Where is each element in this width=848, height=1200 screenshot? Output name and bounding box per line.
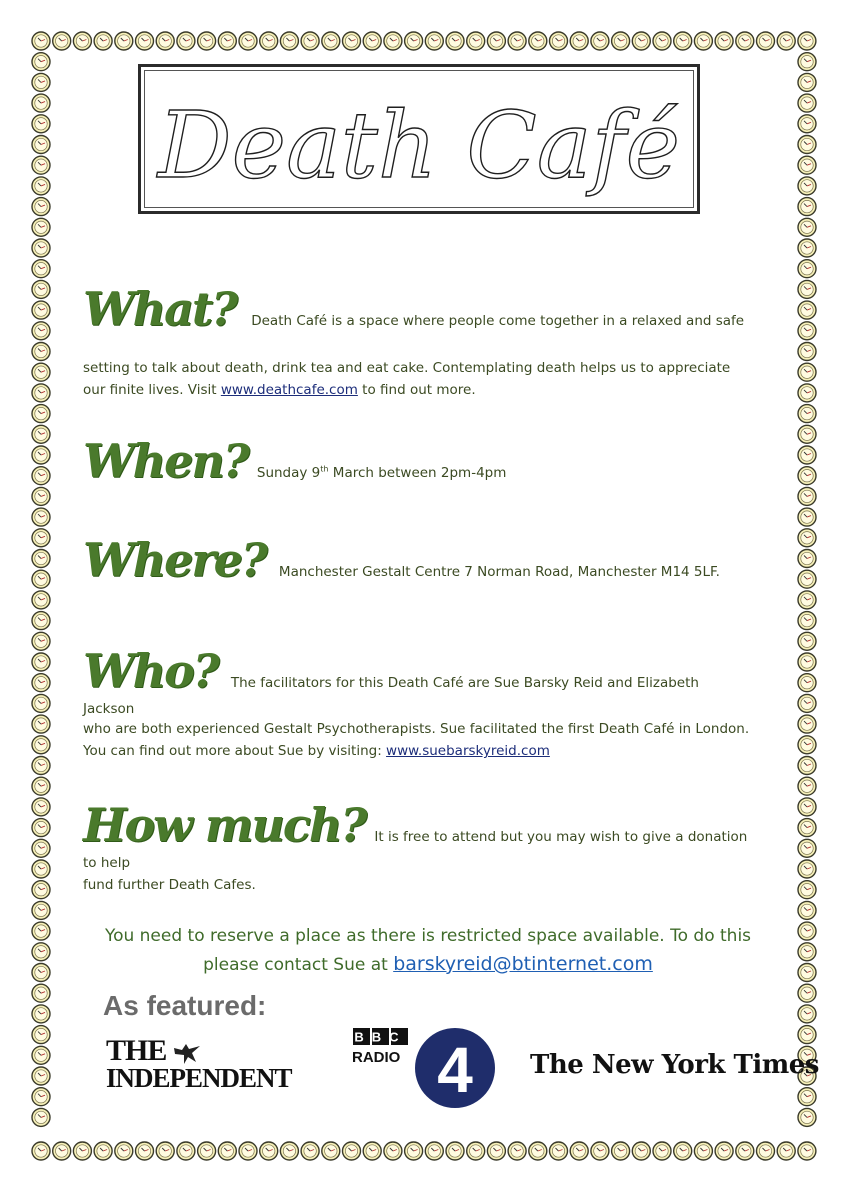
clock-icon [467,1142,485,1160]
clock-icon [694,1142,712,1160]
clock-icon [198,1142,216,1160]
clock-icon [32,881,50,899]
eagle-icon [172,1040,202,1066]
clock-icon [156,1142,174,1160]
clock-icon [798,777,816,795]
clock-icon [715,1142,733,1160]
clock-icon [798,1026,816,1044]
clock-icon [32,1005,50,1023]
section-when [83,434,753,488]
clock-icon [798,363,816,381]
clock-icon [798,736,816,754]
svg-text:BBC: BBC [354,1029,407,1045]
what-body: setting to talk about death, drink tea and eat cake. Contemplating death helps us to appreciate our finite lives. Visit www.deathcafe.com to find out more. [83,360,731,398]
clock-icon [32,632,50,650]
when-text: Sunday 9th March between 2pm-4pm [256,464,507,481]
clock-icon [32,694,50,712]
clock-icon [32,901,50,919]
clock-icon [32,757,50,775]
clock-icon [32,425,50,443]
clock-icon [570,1142,588,1160]
section-who [83,644,753,717]
clock-icon [32,1026,50,1044]
clock-icon [32,405,50,423]
section-how-much [83,798,753,871]
clock-icon [32,1108,50,1126]
how-much-heading: How much? [83,798,366,852]
clock-icon [32,218,50,236]
svg-text:RADIO: RADIO [352,1049,401,1066]
clock-icon [363,1142,381,1160]
clock-icon [798,922,816,940]
clock-icon [32,777,50,795]
clock-icon [32,1088,50,1106]
new-york-times-logo: The New York Times [530,1050,819,1080]
clock-icon [343,32,361,50]
clock-icon [425,1142,443,1160]
clock-border-bottom [30,1140,818,1162]
clock-icon [798,425,816,443]
clock-icon [798,757,816,775]
clock-icon [136,1142,154,1160]
clock-icon [798,881,816,899]
clock-icon [798,508,816,526]
reserve-notice [83,922,773,979]
clock-icon [798,198,816,216]
clock-icon [632,1142,650,1160]
clock-icon [32,1067,50,1085]
clock-icon [53,32,71,50]
clock-icon [798,156,816,174]
clock-icon [798,964,816,982]
clock-icon [529,1142,547,1160]
clock-icon [798,218,816,236]
clock-icon [798,384,816,402]
clock-icon [798,177,816,195]
clock-icon [632,32,650,50]
clock-icon [715,32,733,50]
clock-icon [280,32,298,50]
clock-icon [674,1142,692,1160]
who-lead: The facilitators for this Death Café are Sue Barsky Reid and Elizabeth Jackson [83,675,699,717]
clock-icon [32,736,50,754]
how-much-body: fund further Death Cafes. [83,877,256,893]
clock-icon [653,1142,671,1160]
clock-icon [32,612,50,630]
clock-icon [32,363,50,381]
where-text: Manchester Gestalt Centre 7 Norman Road, Manchester M14 5LF. [278,564,720,580]
where-heading: Where? [83,533,266,587]
bbc-blocks [353,1028,408,1045]
clock-icon [674,32,692,50]
clock-icon [798,570,816,588]
clock-icon [260,32,278,50]
clock-icon [239,32,257,50]
clock-icon [322,32,340,50]
clock-icon [177,1142,195,1160]
clock-icon [32,73,50,91]
section-what [83,282,753,336]
clock-icon [798,1088,816,1106]
clock-icon [156,32,174,50]
clock-icon [32,674,50,692]
clock-icon [301,32,319,50]
bbc-radio-4-logo [352,1028,502,1112]
clock-icon [32,239,50,257]
clock-icon [798,632,816,650]
clock-icon [32,260,50,278]
suebarskyreid-link[interactable]: www.suebarskyreid.com [386,743,550,759]
clock-icon [798,73,816,91]
clock-icon [260,1142,278,1160]
clock-icon [736,1142,754,1160]
who-heading: Who? [83,644,218,698]
clock-icon [32,384,50,402]
clock-icon [115,1142,133,1160]
clock-icon [322,1142,340,1160]
clock-icon [32,529,50,547]
clock-icon [32,860,50,878]
svg-text:4: 4 [437,1034,473,1106]
clock-icon [32,984,50,1002]
independent-logo: THE INDEPENDENT [106,1034,292,1093]
clock-icon [612,32,630,50]
clock-icon [177,32,195,50]
clock-icon [798,839,816,857]
clock-icon [115,32,133,50]
clock-icon [798,550,816,568]
clock-icon [798,612,816,630]
clock-icon [798,529,816,547]
clock-icon [218,32,236,50]
clock-icon [198,32,216,50]
clock-icon [94,1142,112,1160]
clock-icon [798,653,816,671]
clock-icon [798,943,816,961]
clock-icon [591,1142,609,1160]
clock-icon [384,32,402,50]
clock-icon [550,32,568,50]
clock-icon [798,94,816,112]
clock-icon [280,1142,298,1160]
clock-icon [32,156,50,174]
clock-icon [32,467,50,485]
clock-icon [446,32,464,50]
clock-icon [32,322,50,340]
clock-icon [32,280,50,298]
clock-icon [529,32,547,50]
death-cafe-logo [138,64,700,214]
clock-icon [32,446,50,464]
clock-icon [32,487,50,505]
clock-icon [136,32,154,50]
clock-icon [32,1046,50,1064]
clock-icon [239,1142,257,1160]
clock-icon [798,1005,816,1023]
clock-icon [446,1142,464,1160]
clock-icon [798,115,816,133]
clock-icon [363,32,381,50]
clock-icon [798,53,816,71]
clock-icon [487,32,505,50]
clock-icon [32,943,50,961]
clock-icon [384,1142,402,1160]
clock-icon [798,467,816,485]
clock-icon [32,198,50,216]
clock-border-right [796,30,818,1162]
clock-icon [32,922,50,940]
clock-icon [32,301,50,319]
clock-border-top [30,30,818,52]
clock-icon [32,715,50,733]
clock-icon [32,570,50,588]
clock-icon [32,819,50,837]
clock-icon [405,1142,423,1160]
clock-icon [777,1142,795,1160]
clock-icon [343,1142,361,1160]
reserve-line-2: please contact Sue at barskyreid@btinternet.com [203,953,653,975]
clock-icon [32,136,50,154]
svg-text:Death Café: Death Café [157,92,681,199]
email-link[interactable]: barskyreid@btinternet.com [393,953,653,975]
clock-icon [32,115,50,133]
clock-icon [32,508,50,526]
clock-icon [777,32,795,50]
clock-icon [798,694,816,712]
clock-icon [32,591,50,609]
clock-icon [32,653,50,671]
clock-icon [798,901,816,919]
as-featured-label: As featured: [103,990,267,1021]
who-body: who are both experienced Gestalt Psychotherapists. Sue facilitated the first Death Café in London. You can find out more about Sue by visiting: www.suebarskyreid.com [83,721,750,759]
clock-icon [798,136,816,154]
clock-icon [798,860,816,878]
clock-icon [612,1142,630,1160]
clock-icon [736,32,754,50]
clock-icon [425,32,443,50]
what-heading: What? [83,282,237,336]
clock-icon [487,1142,505,1160]
clock-icon [757,32,775,50]
what-lead: Death Café is a space where people come together in a relaxed and safe [251,313,745,329]
clock-icon [798,260,816,278]
clock-icon [798,591,816,609]
clock-icon [591,32,609,50]
clock-icon [32,343,50,361]
clock-icon [218,1142,236,1160]
clock-icon [798,487,816,505]
clock-icon [467,32,485,50]
clock-icon [32,53,50,71]
clock-icon [570,32,588,50]
clock-icon [798,715,816,733]
when-heading: When? [83,434,248,488]
clock-icon [798,446,816,464]
clock-icon [757,1142,775,1160]
clock-icon [798,343,816,361]
clock-icon [798,819,816,837]
clock-icon [798,674,816,692]
clock-icon [32,964,50,982]
clock-icon [32,798,50,816]
clock-icon [53,1142,71,1160]
clock-icon [550,1142,568,1160]
clock-icon [32,550,50,568]
section-where [83,533,753,587]
clock-icon [32,839,50,857]
clock-icon [73,1142,91,1160]
clock-icon [405,32,423,50]
logo-script-text [141,67,697,211]
how-much-lead: It is free to attend but you may wish to give a donation to help [83,829,748,871]
clock-icon [94,32,112,50]
clock-icon [32,94,50,112]
clock-icon [653,32,671,50]
clock-icon [798,798,816,816]
clock-icon [798,984,816,1002]
clock-icon [798,1108,816,1126]
clock-icon [798,322,816,340]
clock-icon [798,301,816,319]
reserve-line-1: You need to reserve a place as there is restricted space available. To do this [104,926,752,946]
clock-icon [508,32,526,50]
clock-icon [301,1142,319,1160]
clock-icon [73,32,91,50]
clock-icon [694,32,712,50]
clock-icon [798,280,816,298]
clock-icon [798,239,816,257]
clock-border-left [30,30,52,1162]
deathcafe-link[interactable]: www.deathcafe.com [220,382,358,398]
clock-icon [798,405,816,423]
clock-icon [32,177,50,195]
clock-icon [508,1142,526,1160]
